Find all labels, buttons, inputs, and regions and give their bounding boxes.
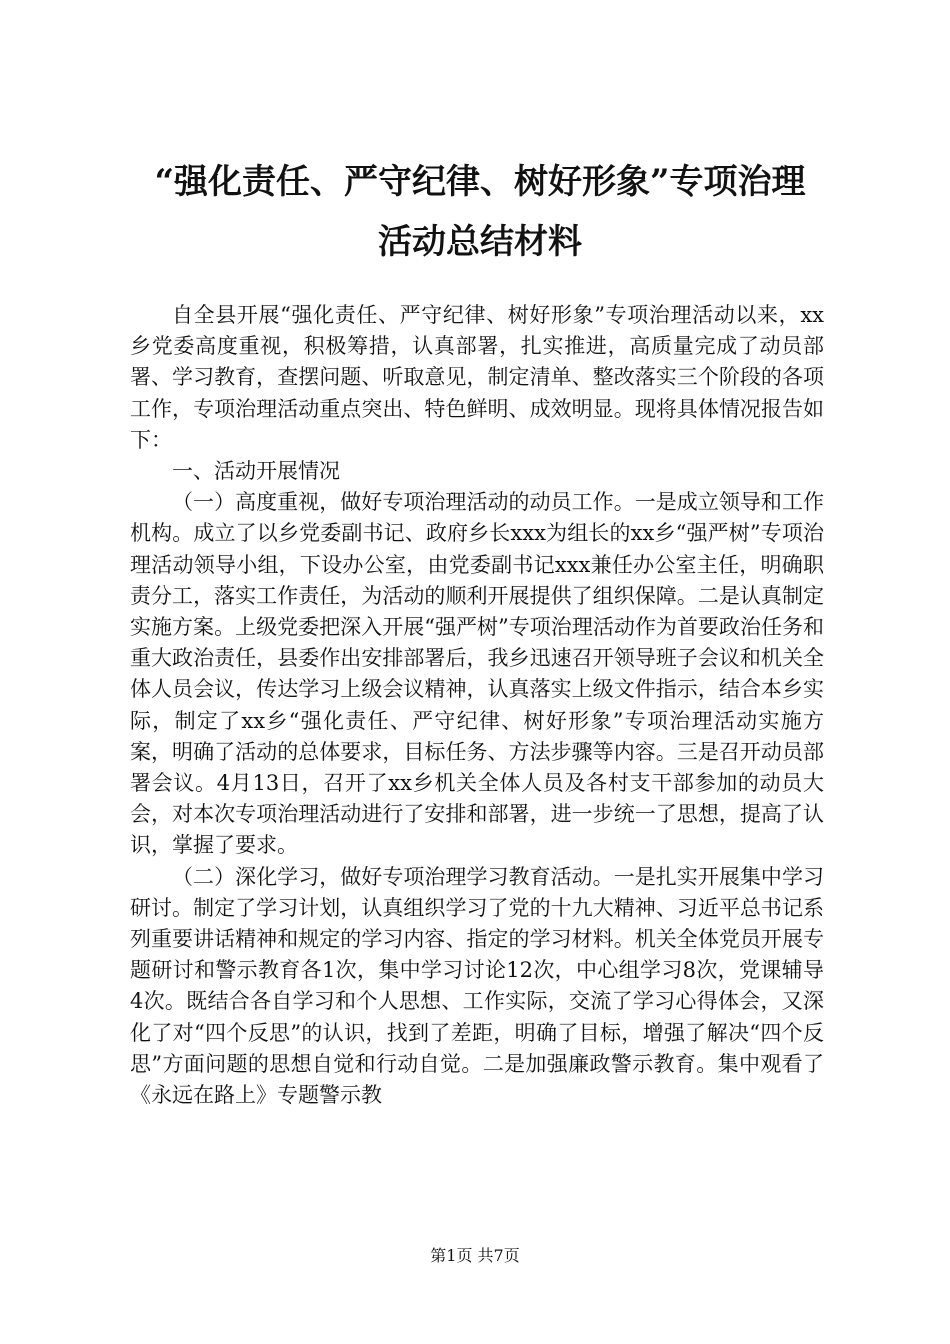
document-title-line-1: “强化责任、严守纪律、树好形象”专项治理: [154, 162, 806, 202]
section-1-paragraph: （一）高度重视，做好专项治理活动的动员工作。一是成立领导和工作机构。成立了以乡党委副书记、政府乡长xxx为组长的xx乡“强严树”专项治理活动领导小组，下设办公室，由党委副书记xxx兼任办公室主任，明确职责分工，落实工作责任，为活动的顺利开展提供了组织保障。二是认真制定实施方案。上级党委把深入开展“强严树”专项治理活动作为首要政治任务和重大政治责任，县委作出安排部署后，我乡迅速召开领导班子会议和机关全体人员会议，传达学习上级会议精神，认真落实上级文件指示，结合本乡实际，制定了xx乡“强化责任、严守纪律、树好形象”专项治理活动实施方案，明确了活动的总体要求，目标任务、方法步骤等内容。三是召开动员部署会议。4月13日，召开了xx乡机关全体人员及各村支干部参加的动员大会，对本次专项治理活动进行了安排和部署，进一步统一了思想，提高了认识，掌握了要求。: [130, 490, 824, 858]
document-title-line-2: 活动总结材料: [378, 222, 582, 262]
document-body: [130, 300, 824, 1111]
page-footer: 第1页 共7页: [430, 1246, 520, 1265]
section-heading: 一、活动开展情况: [172, 459, 340, 484]
intro-paragraph: 自全县开展“强化责任、严守纪律、树好形象”专项治理活动以来，xx乡党委高度重视，积极筹措，认真部署，扎实推进，高质量完成了动员部署、学习教育，查摆问题、听取意见，制定清单、整改落实三个阶段的各项工作，专项治理活动重点突出、特色鲜明、成效明显。现将具体情况报告如下：: [130, 303, 824, 452]
section-2-paragraph: （二）深化学习，做好专项治理学习教育活动。一是扎实开展集中学习研讨。制定了学习计划，认真组织学习了党的十九大精神、习近平总书记系列重要讲话精神和规定的学习内容、指定的学习材料。机关全体党员开展专题研讨和警示教育各1次，集中学习讨论12次，中心组学习8次，党课辅导4次。既结合各自学习和个人思想、工作实际，交流了学习心得体会，又深化了对“四个反思”的认识，找到了差距，明确了目标，增强了解决“四个反思”方面问题的思想自觉和行动自觉。二是加强廉政警示教育。集中观看了《永远在路上》专题警示教: [130, 864, 824, 1108]
